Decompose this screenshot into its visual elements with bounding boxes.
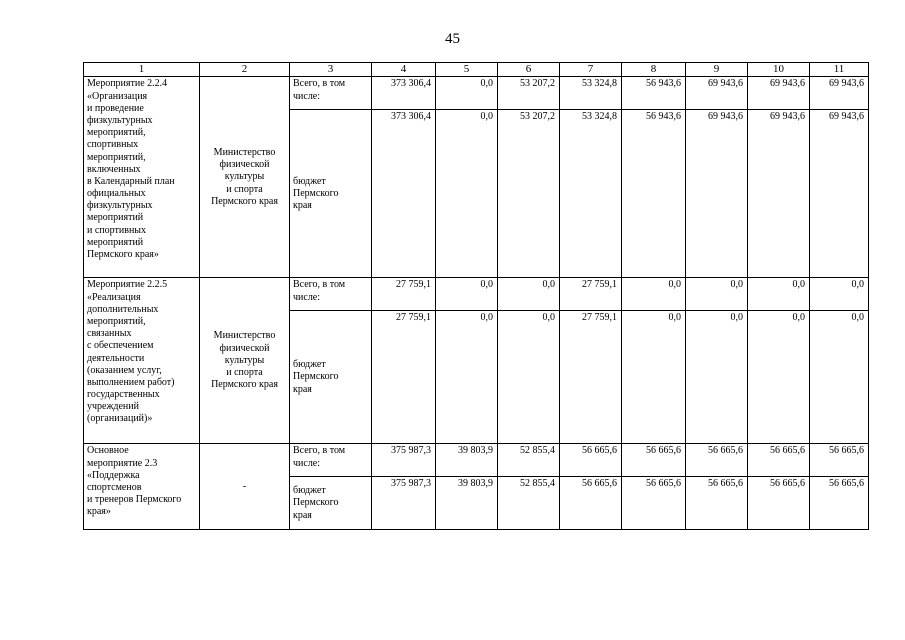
- column-header: 5: [436, 63, 498, 77]
- total-value: 375 987,3: [372, 444, 436, 477]
- budget-value: 375 987,3: [372, 477, 436, 530]
- total-label: Всего, в том числе:: [290, 77, 372, 110]
- total-value: 39 803,9: [436, 444, 498, 477]
- header-row: [84, 63, 869, 77]
- budget-value: 0,0: [622, 311, 686, 444]
- total-value: 56 665,6: [622, 444, 686, 477]
- total-value: 69 943,6: [686, 77, 748, 110]
- total-value: 56 943,6: [622, 77, 686, 110]
- table-row: [84, 77, 869, 110]
- total-value: 56 665,6: [748, 444, 810, 477]
- total-value: 0,0: [436, 278, 498, 311]
- budget-value: 0,0: [810, 311, 869, 444]
- total-value: 0,0: [810, 278, 869, 311]
- budget-value: 56 665,6: [810, 477, 869, 530]
- budget-value: 56 665,6: [560, 477, 622, 530]
- total-value: 56 665,6: [810, 444, 869, 477]
- budget-value: 0,0: [686, 311, 748, 444]
- budget-value: 0,0: [498, 311, 560, 444]
- column-header: 2: [200, 63, 290, 77]
- column-header: 7: [560, 63, 622, 77]
- total-value: 0,0: [686, 278, 748, 311]
- column-header: 11: [810, 63, 869, 77]
- budget-value: 69 943,6: [810, 110, 869, 278]
- column-header: 8: [622, 63, 686, 77]
- total-value: 52 855,4: [498, 444, 560, 477]
- budget-value: 52 855,4: [498, 477, 560, 530]
- total-value: 69 943,6: [748, 77, 810, 110]
- total-label: Всего, в том числе:: [290, 278, 372, 311]
- budget-value: 373 306,4: [372, 110, 436, 278]
- budget-label: бюджет Пермского края: [290, 110, 372, 278]
- table-row: [84, 278, 869, 311]
- total-value: 373 306,4: [372, 77, 436, 110]
- budget-value: 27 759,1: [560, 311, 622, 444]
- column-header: 4: [372, 63, 436, 77]
- budget-label: бюджет Пермского края: [290, 477, 372, 530]
- executor: Министерство физической культуры и спорта Пермского края: [200, 77, 290, 278]
- total-value: 69 943,6: [810, 77, 869, 110]
- total-value: 0,0: [498, 278, 560, 311]
- budget-label: бюджет Пермского края: [290, 311, 372, 444]
- column-header: 6: [498, 63, 560, 77]
- total-value: 56 665,6: [686, 444, 748, 477]
- budget-value: 56 665,6: [748, 477, 810, 530]
- executor: -: [200, 444, 290, 530]
- total-value: 0,0: [622, 278, 686, 311]
- budget-value: 0,0: [436, 110, 498, 278]
- budget-value: 0,0: [748, 311, 810, 444]
- total-value: 0,0: [748, 278, 810, 311]
- budget-value: 69 943,6: [686, 110, 748, 278]
- total-value: 27 759,1: [372, 278, 436, 311]
- budget-value: 69 943,6: [748, 110, 810, 278]
- budget-value: 56 665,6: [686, 477, 748, 530]
- budget-value: 56 943,6: [622, 110, 686, 278]
- total-value: 27 759,1: [560, 278, 622, 311]
- activity-name: Мероприятие 2.2.5 «Реализация дополнительных мероприятий, связанных с обеспечением деятельности (оказанием услуг, выполнением работ) государственных учреждений (организаций)»: [84, 278, 200, 444]
- budget-table: [83, 62, 869, 530]
- activity-name: Основное мероприятие 2.3 «Поддержка спортсменов и тренеров Пермского края»: [84, 444, 200, 530]
- total-value: 53 207,2: [498, 77, 560, 110]
- column-header: 1: [84, 63, 200, 77]
- budget-value: 27 759,1: [372, 311, 436, 444]
- total-value: 0,0: [436, 77, 498, 110]
- total-value: 56 665,6: [560, 444, 622, 477]
- budget-value: 53 207,2: [498, 110, 560, 278]
- budget-value: 56 665,6: [622, 477, 686, 530]
- column-header: 9: [686, 63, 748, 77]
- activity-name: Мероприятие 2.2.4 «Организация и проведение физкультурных мероприятий, спортивных мероприятий, включенных в Календарный план официальных физкультурных мероприятий и спортивных мероприятий Пермского края»: [84, 77, 200, 278]
- executor: Министерство физической культуры и спорта Пермского края: [200, 278, 290, 444]
- total-label: Всего, в том числе:: [290, 444, 372, 477]
- budget-value: 39 803,9: [436, 477, 498, 530]
- page-number: 45: [445, 31, 460, 47]
- budget-value: 53 324,8: [560, 110, 622, 278]
- table-row: [84, 444, 869, 477]
- total-value: 53 324,8: [560, 77, 622, 110]
- column-header: 10: [748, 63, 810, 77]
- budget-value: 0,0: [436, 311, 498, 444]
- column-header: 3: [290, 63, 372, 77]
